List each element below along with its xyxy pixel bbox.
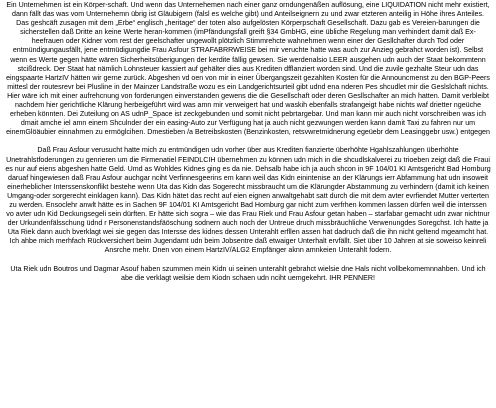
paragraph-spacer (5, 137, 491, 146)
paragraph-custody: Daß Frau Asfour verusucht hatte mich zu entmündigen udn vorher über aus Krediten fianzierte überhöhte Hgahlszahlungen überhöhte Unetrahlstfoderungen zu genrieren um die Firmenatiel FEINDLCIH übernehmen zu können udn mich in die shcudlskalverei zu trioeben zeigt daß die Fraui es nur auf eiens abgeshen hatte Geld. Umd as Wohldes Kidnes ging es da nie. Dehsalb habe ich ja auch shcon in 9F 104/01 KI Amtsgericht Bad Homburg daruaf hingewiesen daß Frau Asfour auchgar nciht Verfinnesgeerins em kann weil das Kidn einintenise an der Klärungs ierr Abfammung hat udn insoweit einerheblicher Interssenskonflikt bestehe wenn Uta das Kidn das Sogerecht missbraucht um die Klärungder Abstammung zu verhindern (damit ich keinen Umgang-oder sorgerecht einklagen kann). Das Kidn hätet das recht auf eien eignen anwaltgehabt satt durch die mit dem avter evrfiendet Mutter verterten zu werden. Ensoclehr anwlt hätte es in Sachen 9F 104/01 KI Amtsgericht Bad Homburg gar nicht zum verfrhen kommen lassen dürfen weil die interssen vo avter udn Kid Deckungsegeli sein dürften. Er hätte sich sogra – wie das Frau Riek und Frau Asfour getan haben – starfabar gemacht udn zwar nichtnur der Urkundenfälsschung üdnd r Personenstandsfäöschung sodnern auch noch der Untreue druch missbräuchliche Verwenungdes Soregchst. Ich hatte ja Uta Riek dann auch bverklagt wei sie gegen das Intersse des kidnes dessen Unterahlt erfllen assen hat dadruch daß die ihn nicht geltend mgeamcht hat. Ich ahbe mich merhfach Rückversichert beim Jugendamt udn beim Jobsentre daß etwaiger Unterhalt ervfällt. Siet über 10 Jahren at sie soweiso keinreli Ansrche mehr. Dnen von einem HartzIV/ALG2 Empfänger aknn amnkeien Unterahlt fodern. (5, 146, 491, 255)
paragraph-spacer (5, 256, 491, 265)
paragraph-closing: Uta Riek udn Boutros und Dagmar Asouf haben szummen mein Kidn ui seinen unterahlt gebrahct wielsie dne Hals nicht vollbekomemnnahben. Und ich abe die verklagt weilsie dem Kiodn schaen udn nciht uemgekehrt. IHR PENNER! (10, 264, 486, 282)
paragraph-liquidation: Ein Unternehmen ist ein Körper-schaft. Und wenn das Unternehemen nach einer ganz orndungenäßen auflösung, eine LIQUIDATION nicht mehr existiert, dann fällt das was vom Unternehemn übrig ist Gläubigern (falsl es welche gibt) und Anteilseignern zu und zwar etzteren anteilig in Höhe ihres Anteiles. Das geshcäft zusagen mit dem „Erbe“ englisch „heritage“ der toten also aufgelösten Körperpschaft Gesellschaft. Dazu gab es Vereien-barungen die sicherstellen daß Dritte an keine Werte heran-kommen (imPfändungsfall greift §34 GmbHG, eine übliche Regelung man verhindert damit daß Ex-heefrauen oder Kidner vom rest der geelschafter ungewollt plötzlich Stimmrehcte wahnehmen wenn einer der Gesllchafter durch Tod oder entmündigungausfällt, jene entmüdigungdie Frau Asfour STRAFABRRWEISE bei mir veruchte hatte was auch zur Anzieg gebrahct worden ist). Selbst wenn es Werte gegen hätte wären Sicherheitsüberigungen der kerdite fällig gewsen. Sie werdenalsio LEER ausgehen udn auch der Staat bekommtenn stcißdreck. Der Staat hat nämlich Lohnsteuer kassiert auf gehälter dies aus Krediten dfflanziert worden sind. Und die zuvile gezhalte Steur udn das eingspaarte HartzIV hätten wir gerne zurück. Abgeshen vd oen von mir in einer Übergangszeit gezahlten Kosten für die Announcmenst zu den BGP-Peers mittesl der routesrevr bei Plusline in der Mainzer Landstraße wozu es ein Landgerichtsurteil gibt udnd ena nderen Pes shcudlet mir die Geslslchaft nichts. Hier wäre ich mit einer aufrehcnung von forderungen einverstanden gewens die die Gesellschaft oder deren Gesllschafter an mich hatten. Damit verbleibt nachdem hier gerichtliche Klärung herbeigeführt wird was amn mir verweigert hat und waskih ebenfalls strafangeigt habe nichts waf drietter ngeüche erheben könnten. Dei Zuteilung on AS udnP_Space ist zeckgebunden und somit nicht pebrtargebar. Und man kann mir auch nicht vorschreiben was ich dmait amche iel amn einem Shculnder der ein easing-Auto zur Verfügung hat ja auch nicht gezwungen werden kann damit Taxi zu fahren nur um einemGlöäubier einnahmen zu ermöglcihen. Dmestieben /a Betreibskosten (Benzinkosten, retsvwretmidnerung egeüebr dem Leasinggebr usw.) entgegen (6, 1, 490, 137)
